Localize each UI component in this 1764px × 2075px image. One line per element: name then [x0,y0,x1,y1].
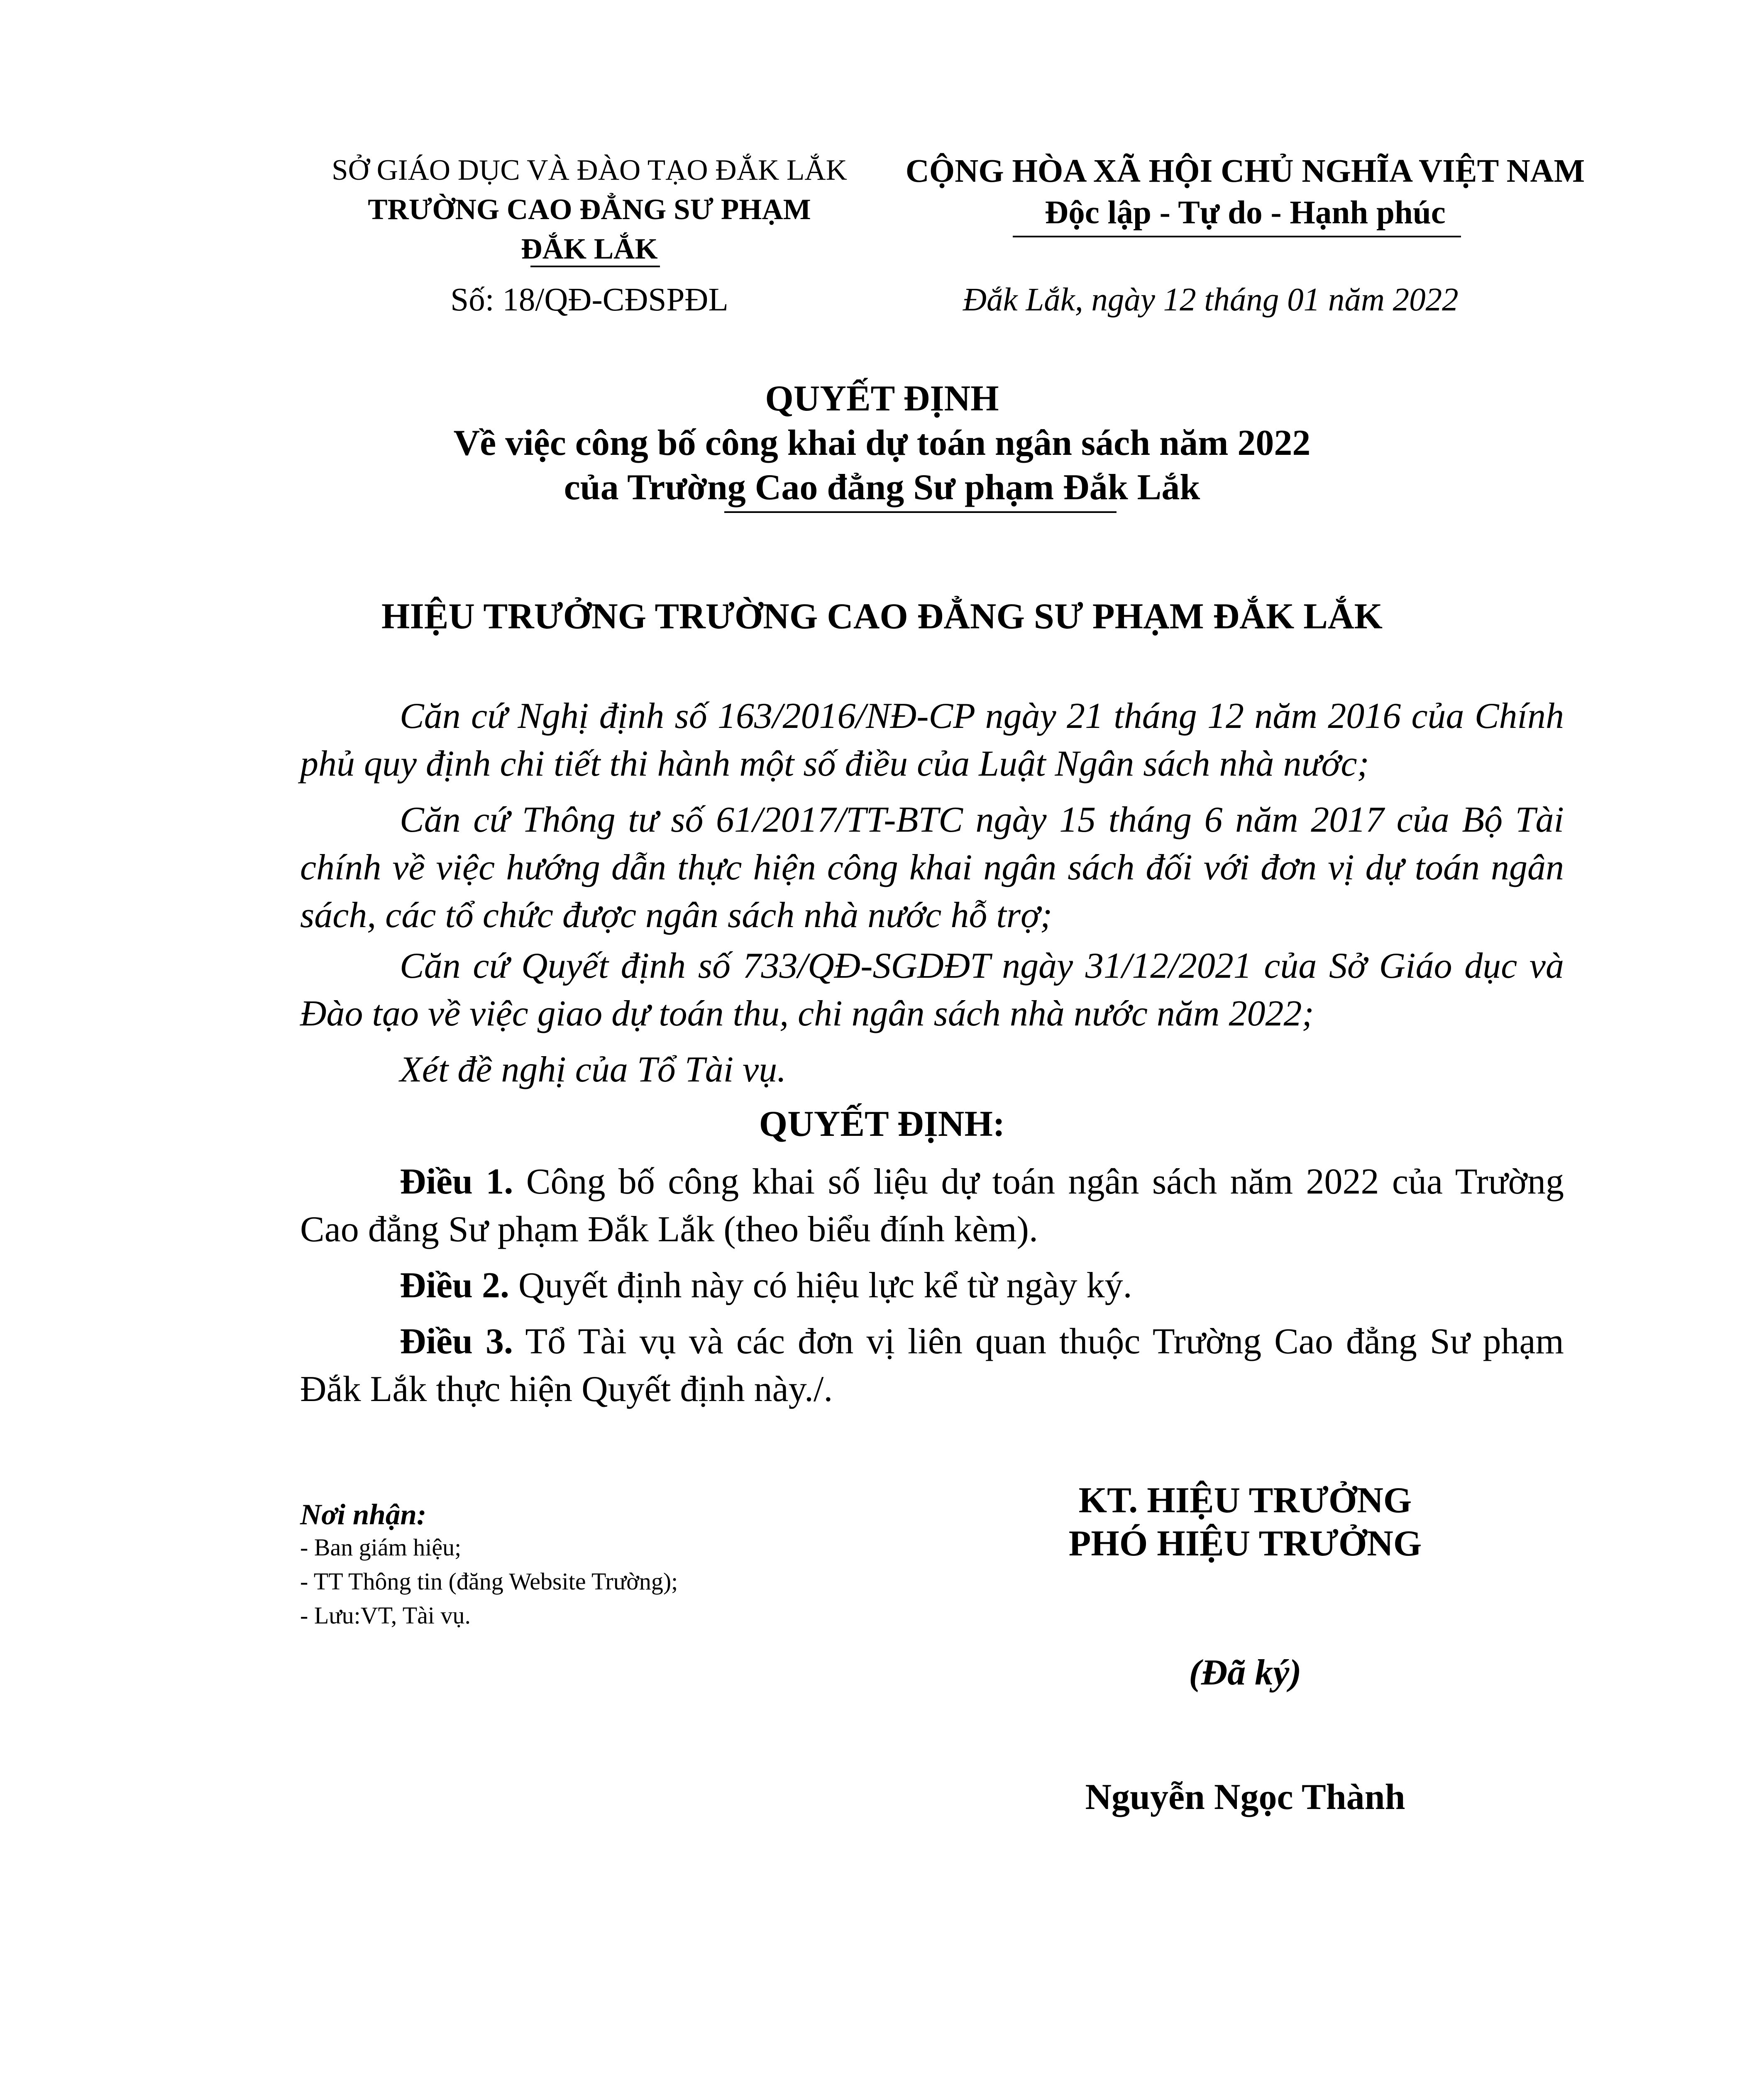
signer-name: Nguyễn Ngọc Thành [1085,1777,1405,1817]
place-and-date: Đắk Lắk, ngày 12 tháng 01 năm 2022 [963,282,1459,318]
proposal-basis: Xét đề nghị của Tổ Tài vụ. [400,1050,787,1090]
article-3-label: Điều 3. [400,1321,513,1362]
document-heading: QUYẾT ĐỊNH [765,378,999,419]
subject-underline [724,511,1117,513]
issuing-agency: TRƯỜNG CAO ĐẲNG SƯ PHẠM [368,193,811,226]
article-3 [300,1318,1564,1413]
legal-basis-1: Căn cứ Nghị định số 163/2016/NĐ-CP ngày 21 tháng 12 năm 2016 của Chính phủ quy định chi tiết thi hành một số điều của Luật Ngân sách nhà nước; [300,696,1564,784]
recipient-item: - Ban giám hiệu; [300,1534,462,1561]
signature-title-line1: KT. HIỆU TRƯỞNG [1078,1480,1412,1521]
issuing-agency-parent: SỞ GIÁO DỤC VÀ ĐÀO TẠO ĐẮK LẮK [332,154,847,186]
article-2-label: Điều 2. [400,1265,509,1306]
issuing-authority: HIỆU TRƯỞNG TRƯỜNG CAO ĐẲNG SƯ PHẠM ĐẮK LẮK [381,596,1383,637]
motto-underline [1013,236,1461,237]
recipient-item: - Lưu:VT, Tài vụ. [300,1602,471,1629]
article-3-text: Tổ Tài vụ và các đơn vị liên quan thuộc Trường Cao đẳng Sư phạm Đắk Lắk thực hiện Quyết định này./. [300,1321,1564,1409]
document-subject-line2: của Trường Cao đẳng Sư phạm Đắk Lắk [564,467,1200,508]
signed-note: (Đã ký) [1189,1653,1302,1693]
agency-underline [530,266,660,267]
legal-basis-2: Căn cứ Thông tư số 61/2017/TT-BTC ngày 15 tháng 6 năm 2017 của Bộ Tài chính về việc hướng dẫn thực hiện công khai ngân sách đối với đơn vị dự toán ngân sách, các tổ chức được ngân sách nhà nước hỗ trợ; [300,800,1564,935]
national-title: CỘNG HÒA XÃ HỘI CHỦ NGHĨA VIỆT NAM [905,153,1585,189]
recipients-title: Nơi nhận: [300,1499,427,1531]
article-1-label: Điều 1. [400,1162,513,1202]
signature-title-line2: PHÓ HIỆU TRƯỞNG [1068,1523,1422,1564]
article-2 [300,1262,1564,1309]
article-1-text: Công bố công khai số liệu dự toán ngân sách năm 2022 của Trường Cao đẳng Sư phạm Đắk Lắk (theo biểu đính kèm). [300,1162,1564,1250]
article-2-text: Quyết định này có hiệu lực kể từ ngày ký. [509,1265,1132,1306]
decision-heading: QUYẾT ĐỊNH: [759,1104,1005,1144]
document-subject-line1: Về việc công bố công khai dự toán ngân sách năm 2022 [453,423,1311,463]
recipient-item: - TT Thông tin (đăng Website Trường); [300,1568,678,1595]
article-1 [300,1158,1564,1253]
national-motto: Độc lập - Tự do - Hạnh phúc [1045,195,1446,231]
legal-basis-3: Căn cứ Quyết định số 733/QĐ-SGDĐT ngày 31/12/2021 của Sở Giáo dục và Đào tạo về việc giao dự toán thu, chi ngân sách nhà nước năm 2022; [300,946,1564,1034]
document-number: Số: 18/QĐ-CĐSPĐL [450,282,728,318]
issuing-agency-line2: ĐẮK LẮK [521,233,658,265]
